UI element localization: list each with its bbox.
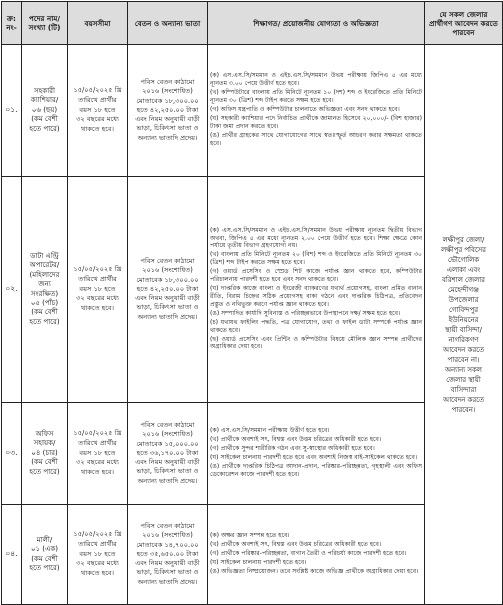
cell-line: ০১ (এক) — [30, 545, 58, 554]
cell-line: এবং নিয়ম অনুযায়ী বাড়ী — [135, 559, 200, 568]
cell-line: অন্যান্য ভাতাদি প্রদেয়। — [137, 133, 198, 142]
qualifications-cell — [208, 505, 425, 605]
cell-line: মোতাবেক ১৮,৩০০.০০ — [136, 96, 199, 105]
eligible-districts-cell — [425, 45, 503, 605]
cell-line: তারিখে প্রার্থীর — [78, 438, 117, 447]
cell-line: ৩২ বছরের মধ্যে — [76, 294, 119, 303]
qualification-item: (ক) এস.এস.সি/সমমান ও এইচ.এস.সি/সমমান উভয় পরীক্ষায় ন্যূনতম দ্বিতীয় বিভাগ অথবা, জিপিএ ৫ এর মধ্যে ন্যূনতম ২.০০ পেয়ে উত্তীর্ণ হতে হবে। শিক্ষা ক্ষেত্রে কোন পর্যায়ে তৃতীয় বিভাগ গ্রহণযোগ্য নয়। — [210, 226, 422, 250]
qualification-item: (ঘ) দাপ্তরিক কাজে বাংলা ও ইংরেজী ব্যাকরণের যথার্থ প্রয়োগসহ, বাংলা প্রমিত বানান রীতি, বিরাম চিহ্নের সঠিক প্রয়োগসহ বাক্য গঠনে এবং দাপ্তরিক চিঠিপত্র, প্রতিবেদন প্রস্তুত ও নথিভুক্ত করণে পর্যাপ্ত জ্ঞান থাকতে হবে। — [210, 285, 422, 308]
header-row — [2, 2, 503, 45]
cell-line: (কম বেশী — [31, 458, 58, 467]
qualification-item: (ক) এস.এস.সি/সমমান পরীক্ষায় উত্তীর্ণ হতে হবে। — [210, 427, 330, 435]
qualification-item: (খ) প্রার্থীকে অবশ্যই সৎ, বিশ্বস্ত এবং উত্তম চরিত্রের অধিকারী হতে হবে। — [210, 436, 382, 444]
cell-line: ০৪ (চার) — [31, 448, 58, 457]
cell-line: ৩২ বছরের মধ্যে — [76, 115, 119, 124]
serial-cell: ০১. — [2, 45, 22, 177]
cell-line: হতে ৪২,২৫০.০০ টাকা — [136, 105, 199, 114]
job-circular-table — [1, 1, 503, 605]
cell-line: হতে ৪২,২৫০.০০ টাকা — [136, 284, 199, 293]
cell-line: সহায়ক/ — [33, 439, 56, 448]
header-post-name: পদের নাম/ সংখ্যা (টি) — [22, 2, 68, 45]
cell-line: বরিশাল জেলার — [442, 275, 485, 284]
table-body — [2, 45, 503, 605]
job-circular-table-wrapper — [1, 1, 502, 603]
cell-line: ১৫/০৫/২০২৫ খ্রি — [73, 530, 122, 539]
cell-line: এবং নিয়ম অনুযায়ী বাড়ী — [135, 458, 200, 467]
cell-line: ভাড়া, চিকিৎসা ভাতা ও — [136, 568, 199, 577]
cell-line: ভাড়া, চিকিৎসা ভাতা ও — [136, 303, 199, 312]
cell-line: ভাড়া, চিকিৎসা ভাতা ও — [136, 124, 199, 133]
cell-line: হতে ৩৬,১৭০.০০ টাকা — [136, 448, 199, 457]
post-name-cell — [22, 505, 68, 605]
cell-line: সংরক্ষিত) — [30, 289, 59, 298]
cell-line: ০৫ (পাঁচ) — [30, 298, 59, 307]
post-name-cell — [22, 45, 68, 177]
cell-line: ৩২ বছরের মধ্যে — [76, 458, 119, 467]
cell-line: থাকতে হবে। — [80, 125, 115, 134]
qualification-item: (ক) অক্ষর জ্ঞান সম্পন্ন হতে হবে। — [210, 532, 290, 540]
qualification-item: (ঙ) সম্পাদিত কার্যাদি সুবিন্যস্ত ও পরিচ্ছন্নভাবে উপস্থাপনে দক্ষ/ সক্ষম হতে হবে। — [210, 309, 401, 317]
cell-line: এবং নিয়ম অনুযায়ী বাড়ী — [135, 294, 200, 303]
header-age-limit: বয়সসীমা — [68, 2, 128, 45]
cell-line: আবেদন করতে — [442, 395, 485, 404]
cell-line: পবিস বেতন কাঠামো — [140, 421, 195, 430]
cell-line: আবেদন করতে — [442, 345, 485, 354]
cell-line: (কম বেশী — [31, 115, 58, 124]
qualifications-cell — [208, 177, 425, 403]
cell-line: স্থায়ী বাসিন্দা/ — [445, 325, 482, 334]
table-header — [2, 2, 503, 45]
cell-line: ২০১৬ (সংশোধিত) — [142, 531, 193, 540]
serial-cell: ০২. — [2, 177, 22, 403]
cell-line: গোবিন্দপুর — [448, 305, 479, 314]
age-limit-cell — [68, 403, 128, 505]
cell-line: ১৫/০৫/২০২৫ খ্রি — [73, 265, 122, 274]
qualification-item: (ঘ) সাইকেল চালনায় পারদর্শী হতে হবে এবং অবশ্যই নিজস্ব বাই-সাইকেল থাকতে হবে। — [210, 454, 418, 461]
cell-line: হতে পারে) — [29, 124, 60, 133]
age-limit-cell — [68, 177, 128, 403]
cell-line: তারিখে প্রার্থীর — [78, 95, 117, 104]
cell-line: বয়স ১৮ হতে — [79, 105, 116, 114]
cell-line: ক্যাশিয়ার/ — [30, 96, 59, 105]
qualification-item: (ঙ) প্রার্থীকে দাপ্তরিক চিঠিপত্র আদান-প্রদান, পরিষ্কার-পরিচ্ছন্নতা, গৃহস্থালী এবং অফিস ডেকোরেশন কাজে পারদর্শী হতে হবে। — [210, 462, 422, 478]
serial-cell: ০৩. — [2, 403, 22, 505]
cell-line: ১৫/০৫/২০২৫ খ্রি — [73, 429, 122, 438]
cell-line: ১৫/০৫/২০২৫ খ্রি — [73, 86, 122, 95]
cell-line: মোতাবেক ১৫,০০০.০০ — [136, 439, 199, 448]
cell-line: (মহিলাদের — [29, 270, 60, 279]
cell-line: অপারেটর/ — [29, 261, 60, 270]
cell-line: পবিস বেতন কাঠামো — [140, 257, 195, 266]
cell-line: বয়স ১৮ হতে — [79, 284, 116, 293]
cell-line: অন্যান্য সকল — [445, 365, 482, 374]
qualification-item: (ঙ) অভিজ্ঞতা নিষ্প্রয়োজন। তবে সংশ্লিষ্ট কাজে অভিজ্ঞ প্রার্থীকে অগ্রাধিকার দেয়া হবে। — [210, 567, 419, 575]
age-limit-cell — [68, 505, 128, 605]
cell-line: ২০১৬ (সংশোধিত) — [142, 430, 193, 439]
cell-line: তারিখে প্রার্থীর — [78, 539, 117, 548]
cell-line: হতে পারে) — [29, 317, 60, 326]
qualification-item: (ঙ) প্রার্থীর গ্রাহকের সাথে যোগাযোগের সাথে স্বতঃস্ফূর্ত আচরণ করার সক্ষমতা থাকতে হবে। — [210, 131, 422, 147]
cell-line: হতে পারে) — [29, 467, 60, 476]
cell-line: ৩২ বছরের মধ্যে — [76, 559, 119, 568]
cell-line: এলাকা এবং — [446, 265, 481, 274]
header-serial: ক্র: নং- — [2, 2, 22, 45]
cell-line: থাকতে হবে। — [80, 468, 115, 477]
table-row — [2, 45, 503, 177]
cell-line: অন্যান্য ভাতাদি প্রদেয়। — [137, 577, 198, 586]
qualifications-cell — [208, 403, 425, 505]
cell-line: হতে ৩৫,৬৫০.০০ টাকা — [136, 549, 199, 558]
qualification-item: (চ) যথাযথ ফাইলিং পদ্ধতি, পত্র যোগাযোগ, তথ্য ও ফাইল ডাটা সম্পর্কে পর্যাপ্ত জ্ঞান থাকতে হবে। — [210, 318, 422, 334]
qualification-item: (ঘ) সাইকেল চালনায় পারদর্শী হতে হবে। — [210, 558, 307, 566]
qualification-item: (ছ) ওয়ার্ড প্রসেসিং এবং প্রিন্টিং ও কম্পিউটার বিষয়ে মৌলিক জ্ঞান সম্পন্ন প্রার্থীদের অগ্রাধিকার দেয়া হবে। — [210, 335, 422, 351]
qualification-item: (খ) কম্পিউটারে বাংলায় প্রতি মিনিটে ন্যূনতম ১০ (দশ) শব্দ ও ইংরেজিতে প্রতি মিনিটে ন্যূনতম ৩০ (ত্রিশ) শব্দ টাইপ করতে সক্ষম হতে হবে। — [210, 89, 422, 105]
cell-line: ডাটা এন্ট্রি — [30, 251, 59, 260]
cell-line: অন্যান্য ভাতাদি প্রদেয়। — [137, 476, 198, 485]
cell-line: থাকতে হবে। — [80, 304, 115, 313]
age-limit-cell — [68, 45, 128, 177]
cell-line: মালী/ — [36, 535, 53, 544]
header-salary: বেতন ও অন্যান্য ভাতা — [128, 2, 208, 45]
qualification-item: (খ) প্রার্থীকে অবশ্যই সৎ, বিশ্বস্ত এবং উত্তম চরিত্রের অধিকারী হতে হবে। — [210, 541, 382, 549]
qualification-item: (গ) প্রার্থীকে সুন্দর শারীরিক গঠন এবং সু-স্বাস্থ্যের অধিকারী হতে হবে। — [210, 445, 375, 453]
salary-cell — [128, 45, 208, 177]
cell-line: লক্ষীপুর জেলা/ — [442, 235, 485, 244]
cell-line: পবিস বেতন কাঠামো — [140, 522, 195, 531]
cell-line: বয়স ১৮ হতে — [79, 549, 116, 558]
cell-line: বাসিন্দারা — [450, 385, 477, 394]
cell-line: অফিস — [35, 429, 54, 438]
cell-line: সহকারী — [33, 86, 56, 95]
cell-line: (কম বেশী — [31, 308, 58, 317]
cell-line: পারবেন। — [451, 405, 476, 414]
qualification-item: (গ) অফিস যন্ত্রপাতি ও কম্পিউটার চালনাতে অভিজ্ঞতা এবং সনদ থাকতে হবে। — [210, 106, 400, 114]
cell-line: ভৌগোলিক — [447, 255, 480, 264]
cell-line: (কম বেশী — [31, 554, 58, 563]
header-eligible-districts: যে সকল জেলার প্রার্থীগণ আবেদন করতে পারবেন — [425, 2, 503, 45]
qualification-item: (খ) বাংলায় প্রতি মিনিটে ন্যূনতম ২০ (বিশ) শব্দ ও ইংরেজিতে প্রতি মিনিটে ন্যূনতম ৩০ (ত্রিশ) শব্দ টাইপ করতে সক্ষম হতে হবে। — [210, 251, 422, 267]
cell-line: তারিখে প্রার্থীর — [78, 274, 117, 283]
cell-line: ইউনিয়নের — [448, 315, 479, 324]
cell-line: ২০১৬ (সংশোধিত) — [142, 87, 193, 96]
salary-cell — [128, 403, 208, 505]
post-name-cell — [22, 177, 68, 403]
cell-line: উপজেলার — [448, 295, 479, 304]
post-name-cell — [22, 403, 68, 505]
cell-line: নাগরিকগণ — [448, 335, 479, 344]
cell-line: জেলার স্থায়ী — [446, 375, 481, 384]
cell-line: ০৬ (ছয়) — [31, 105, 58, 114]
cell-line: অন্যান্য ভাতাদি প্রদেয়। — [137, 312, 198, 321]
cell-line: বয়স ১৮ হতে — [79, 448, 116, 457]
qualification-item: (ঘ) সহকারী ক্যাশিয়ার পদে নির্বাচিত প্রার্থীকে জামানত হিসেবে ২০,০০০/- (বিশ হাজার) টাকা জমা প্রদান করতে হবে। — [210, 114, 422, 130]
serial-cell: ০৪. — [2, 505, 22, 605]
qualification-item: (গ) প্রার্থীকে পরিষ্কার-পরিচ্ছন্নতা, বাগান তৈরী ও পরিচর্যা কাজে পারদর্শী হতে হবে। — [210, 550, 407, 558]
cell-line: মোতাবেক ১৮,৩০০.০০ — [136, 275, 199, 284]
cell-line: পবিস বেতন কাঠামো — [140, 78, 195, 87]
qualification-item: (ক) এস.এস.সি/সমমান ও এইচ.এস.সি/সমমান উভয় পরীক্ষায় জিপিএ ৫ এর মধ্যে ন্যূনতম ৩.০০ পেয়ে উত্তীর্ণ হতে হবে। — [210, 72, 422, 88]
cell-line: জন্য — [38, 280, 51, 289]
salary-cell — [128, 177, 208, 403]
qualifications-cell — [208, 45, 425, 177]
cell-line: ভাড়া, চিকিৎসা ভাতা ও — [136, 467, 199, 476]
cell-line: ২০১৬ (সংশোধিত) — [142, 266, 193, 275]
cell-line: পারবেন না। — [447, 355, 480, 364]
cell-line: লক্ষীপুর পবিসের — [441, 245, 486, 254]
header-qualifications: শিক্ষাগত/ প্রয়োজনীয় যোগ্যতা ও অভিজ্ঞতা — [208, 2, 425, 45]
cell-line: হতে পারে) — [29, 563, 60, 572]
cell-line: এবং নিয়ম অনুযায়ী বাড়ী — [135, 115, 200, 124]
cell-line: থাকতে হবে। — [80, 569, 115, 578]
cell-line: মোতাবেক ১৪,৭০০.০০ — [136, 540, 199, 549]
qualification-item: (গ) ওয়ার্ড প্রসেসিং ও স্প্রেড শিট কাজে পর্যাপ্ত জ্ঞান থাকতে হবে, কম্পিউটার পরিচালনায় পারদর্শী হতে হবে এবং সনদ থাকতে হবে। — [210, 268, 422, 284]
cell-line: মেহেন্দীগঞ্জ — [448, 285, 479, 294]
salary-cell — [128, 505, 208, 605]
